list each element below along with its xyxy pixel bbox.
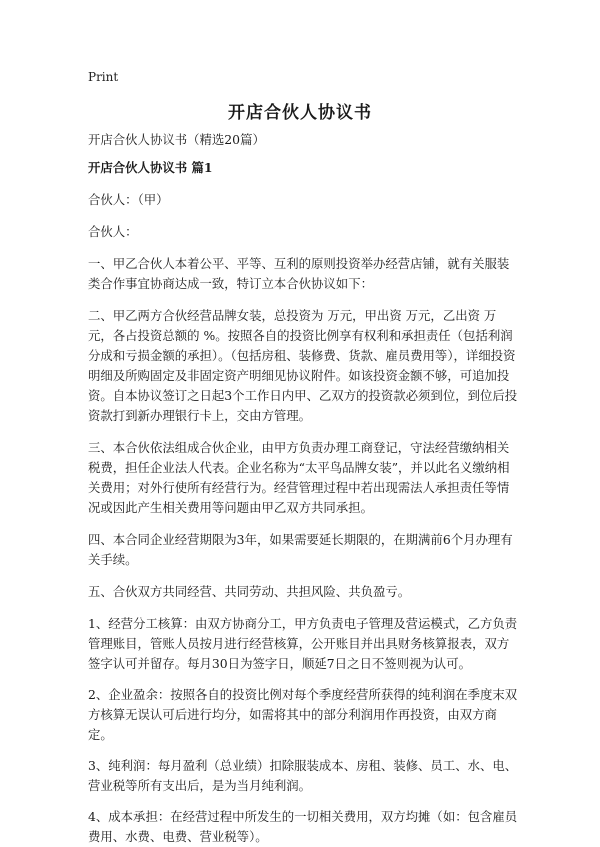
section-heading: 开店合伙人协议书 篇1 [88, 160, 213, 175]
item-4-paragraph: 4、成本承担：在经营过程中所发生的一切相关费用，双方均摊（如：包含雇员费用、水费、电费、营业税等）。 [88, 809, 518, 844]
document-title: 开店合伙人协议书 [228, 103, 372, 123]
item-2-paragraph: 2、企业盈余：按照各自的投资比例对每个季度经营所获得的纯利润在季度末双方核算无误认可后进行均分，如需将其中的部分利润用作再投资，由双方商定。 [88, 687, 518, 742]
document-subtitle: 开店合伙人协议书（精选20篇） [88, 132, 265, 147]
item-3-paragraph: 3、纯利润：每月盈利（总业绩）扣除服装成本、房租、装修、员工、水、电、营业税等所有支出后，是为当月纯利润。 [88, 758, 518, 793]
document-body [88, 130, 520, 847]
clause-3-paragraph: 三、本合伙依法组成合伙企业，由甲方负责办理工商登记，守法经营缴纳相关税费，担任企业法人代表。企业名称为“太平鸟品牌女装”，并以此名义缴纳相关费用；对外行使所有经营行为。经营管理过程中若出现需法人承担责任等情况或因此产生相关费用等问题由甲乙双方共同承担。 [88, 440, 510, 515]
partner-b-line: 合伙人： [88, 224, 138, 239]
item-1-paragraph: 1、经营分工核算：由双方协商分工，甲方负责电子管理及营运模式，乙方负责管理账目，管账人员按月进行经营核算，公开账目并出具财务核算报表，双方签字认可并留存。每月30日为签字日，顺延7日之日不签则视为认可。 [88, 616, 518, 671]
clause-1-paragraph: 一、甲乙合伙人本着公平、平等、互利的原则投资举办经营店铺，就有关服装类合作事宜协商达成一致，特订立本合伙协议如下： [88, 256, 510, 291]
partner-a-line: 合伙人：（甲） [88, 192, 169, 207]
clause-2-paragraph: 二、甲乙两方合伙经营品牌女装，总投资为 万元，甲出资 万元，乙出资 万元，各占投资总额的 %。按照各自的投资比例享有权利和承担责任（包括利润分成和亏损金额的承担）。（包括房租、装修费、货款、雇员费用等），详细投资明细及所购固定及非固定资产明细见协议附件。如该投资金额不够，可追加投资。自本协议签订之日起3个工作日内甲、乙双方的投资款必须到位，到位后投资款打到新办理银行卡上，交由方管理。 [88, 308, 518, 423]
clause-4-paragraph: 四、本合同企业经营期限为3年，如果需要延长期限的，在期满前6个月办理有关手续。 [88, 532, 513, 567]
print-link[interactable]: Print [88, 70, 119, 84]
clause-5-paragraph: 五、合伙双方共同经营、共同劳动、共担风险、共负盈亏。 [88, 584, 411, 599]
